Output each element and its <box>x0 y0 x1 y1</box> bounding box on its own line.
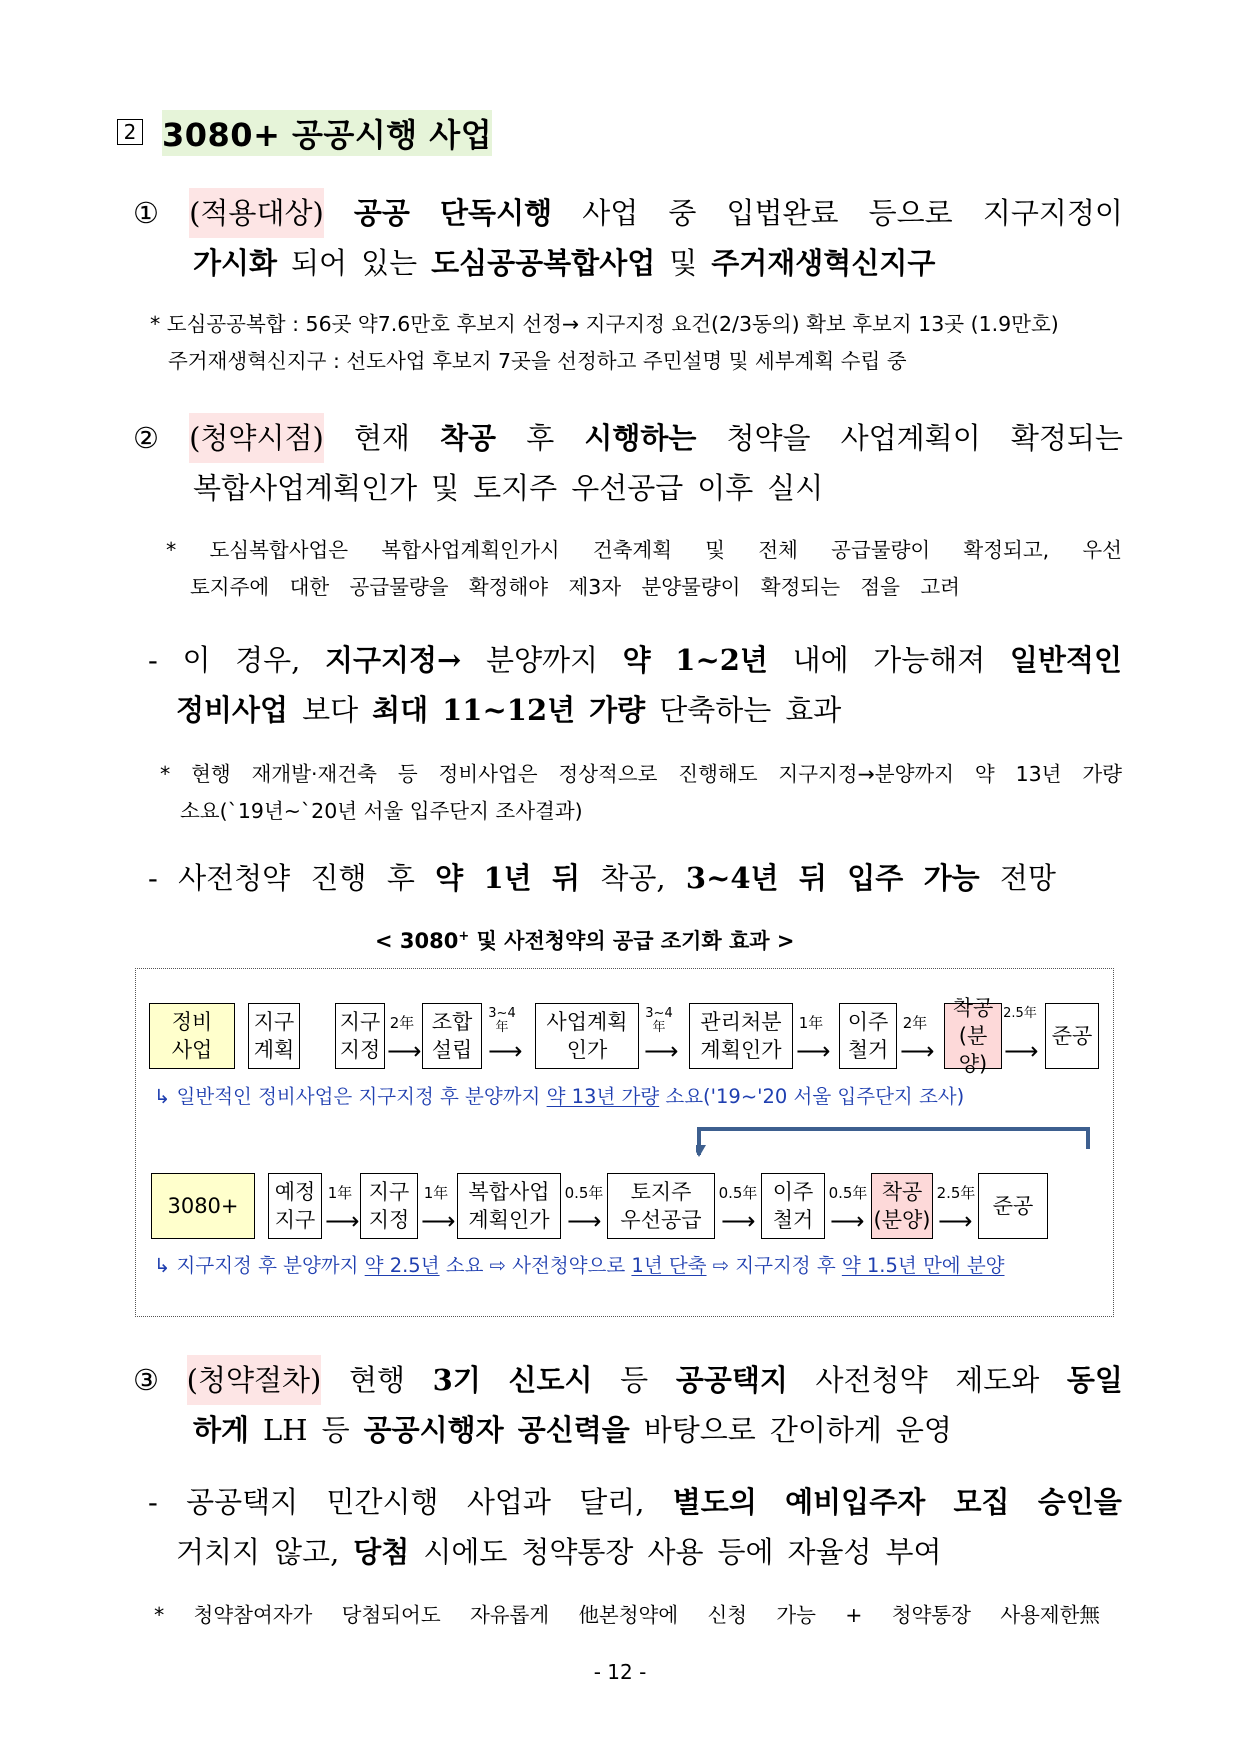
dash-2-line-1 <box>148 853 1056 903</box>
box-text: 준공 <box>1051 1024 1093 1048</box>
box-text: 지구 <box>339 1010 381 1034</box>
word: 자유롭게 <box>469 1603 550 1627</box>
word: + <box>845 1603 863 1627</box>
word: 및 <box>431 471 460 505</box>
box-text: 지구 <box>368 1180 410 1204</box>
box-text: 준공 <box>992 1194 1034 1218</box>
row1-start-box <box>149 1003 235 1069</box>
caption-underlined: 1년 단축 <box>631 1254 707 1277</box>
word: 대한 <box>289 575 330 599</box>
word: 당첨되어도 <box>341 1603 441 1627</box>
word: 있는 <box>361 246 418 280</box>
word: 신청 <box>707 1603 748 1627</box>
word: 정비사업 <box>176 693 289 727</box>
diagram-title-main: < 3080 <box>375 929 459 953</box>
word: 현행 <box>191 762 231 786</box>
word: 고려 <box>920 575 960 599</box>
item-topic: (청약절차) <box>187 1355 322 1405</box>
box-text: 계획인가 <box>468 1208 550 1232</box>
caption-underlined: 약 13년 가량 <box>546 1085 660 1108</box>
word: 달리, <box>579 1485 645 1519</box>
word: 시에도 <box>423 1535 508 1569</box>
box-text: 이주 <box>772 1180 814 1204</box>
word: 않고, <box>274 1535 340 1569</box>
row1-caption <box>154 1081 964 1109</box>
box-text: 관리처분 <box>700 1010 782 1034</box>
word: 우선공급 <box>571 471 684 505</box>
box-text: 계획 <box>253 1038 295 1062</box>
word: 뒤 <box>798 861 827 895</box>
word: 당첨 <box>353 1535 410 1569</box>
loop-arrow-icon <box>696 1121 1096 1161</box>
note-3-line-1 <box>160 756 1122 793</box>
word: 승인을 <box>1037 1485 1122 1519</box>
word: 분양까지 <box>485 643 598 677</box>
box-text: 우선공급 <box>620 1208 702 1232</box>
row1-step-box <box>944 996 1002 1076</box>
word: 착공, <box>600 861 666 895</box>
word: 공공 <box>353 196 410 230</box>
row1-gap-label: 2年 <box>902 1014 928 1032</box>
box-text: 지정 <box>368 1208 410 1232</box>
box-text: 사업계획 <box>546 1010 628 1034</box>
word: 복합사업계획인가 <box>193 471 418 505</box>
diagram-title-rest: 및 사전청약의 공급 조기화 효과 > <box>469 929 795 953</box>
word: 진행해도 <box>678 762 758 786</box>
box-text: 설립 <box>431 1038 473 1062</box>
item-marker: ① <box>133 196 159 230</box>
row1-step-box <box>248 1003 300 1069</box>
word: 이 <box>182 643 211 677</box>
note-2-line-2 <box>166 569 960 606</box>
diagram-title <box>375 925 794 955</box>
row1-start-line-2: 사업 <box>171 1038 213 1062</box>
word: 주거재생혁신지구 <box>711 246 936 280</box>
note-2 <box>166 532 1122 606</box>
word: 청약통장 <box>521 1535 634 1569</box>
word: 등 <box>620 1363 649 1397</box>
caption-underlined: 약 2.5년 <box>364 1254 440 1277</box>
word: 및 <box>669 246 698 280</box>
word: 청약참여자가 <box>193 1603 313 1627</box>
note-1-line-2: 주거재생혁신지구 : 선도사업 후보지 7곳을 선정하고 주민설명 및 세부계획 수립 중 <box>168 349 907 373</box>
word: 예비입주자 <box>785 1485 926 1519</box>
word: 정비사업은 <box>438 762 538 786</box>
word: 사전청약 <box>178 861 291 895</box>
word: 청약을 <box>726 421 811 455</box>
row1-gap-label: 2年 <box>389 1014 415 1032</box>
note-3 <box>160 756 1122 830</box>
word: 경우, <box>235 643 301 677</box>
item-topic: (적용대상) <box>189 188 324 238</box>
word: 전체 <box>758 538 798 562</box>
dash-1-line-1 <box>148 635 1122 685</box>
note-2-line-1 <box>166 532 1122 569</box>
row2-gap-label: 1年 <box>327 1184 353 1202</box>
word: 별도의 <box>672 1485 757 1519</box>
word: 보다 <box>302 693 359 727</box>
item-3 <box>133 1355 1123 1455</box>
arrow-right-icon: ⟶ <box>325 1207 360 1235</box>
item-topic: (청약시점) <box>189 413 324 463</box>
word: LH <box>263 1413 308 1447</box>
diagram-title-sup: + <box>458 929 470 944</box>
row2-step-box <box>457 1173 561 1239</box>
arrow-right-icon: ⟶ <box>567 1207 602 1235</box>
word: 가능 <box>923 861 980 895</box>
row1-gap-label: 2.5年 <box>1003 1006 1037 1021</box>
word: 약 <box>622 643 651 677</box>
word: 하게 <box>193 1413 250 1447</box>
word: - <box>148 861 158 895</box>
row1-step-box <box>335 1003 385 1069</box>
word: 동일 <box>1066 1363 1123 1397</box>
dash-1-line-2 <box>148 685 1122 735</box>
row1-gap-label: 3~4年 <box>645 1006 673 1035</box>
word: 공공택지 <box>675 1363 788 1397</box>
word: 공급물량을 <box>349 575 449 599</box>
arrow-right-icon: ⟶ <box>1004 1037 1039 1065</box>
word: 일반적인 <box>1009 643 1122 677</box>
caption-text: ⇨ 지구지정 후 <box>706 1254 842 1277</box>
word: 등 <box>321 1413 350 1447</box>
arrow-right-icon: ⟶ <box>387 1037 422 1065</box>
word: 확정되고, <box>963 538 1050 562</box>
word: 3~4년 <box>685 861 779 895</box>
row1-gap-label: 1年 <box>798 1014 824 1032</box>
caption-text: ↳ 일반적인 정비사업은 지구지정 후 분양까지 <box>154 1085 547 1108</box>
word: 제3자 <box>568 575 622 599</box>
box-text: 조합 <box>431 1010 473 1034</box>
row2-end-box <box>978 1173 1048 1239</box>
word: 지구지정→분양까지 <box>778 762 954 786</box>
box-text: 인가 <box>566 1038 608 1062</box>
row2-gap-label: 1年 <box>423 1184 449 1202</box>
word: 현행 <box>348 1363 405 1397</box>
word: 자율성 <box>787 1535 872 1569</box>
dash-3 <box>148 1477 1122 1577</box>
word: 단축하는 <box>659 693 772 727</box>
dash-2 <box>148 853 1056 903</box>
word: 복합사업계획인가시 <box>381 538 560 562</box>
arrow-right-icon: ⟶ <box>900 1037 935 1065</box>
word: 3기 <box>432 1363 481 1397</box>
word: 도심공공복합사업 <box>431 246 656 280</box>
row2-gap-label: 2.5年 <box>936 1184 976 1202</box>
box-text: (분양) <box>873 1208 931 1232</box>
row2-step-box <box>360 1173 418 1239</box>
caption-text: 소요 ⇨ 사전청약으로 <box>439 1254 632 1277</box>
word: 바탕으로 <box>643 1413 756 1447</box>
word: 중 <box>668 196 697 230</box>
word: 공신력을 <box>517 1413 630 1447</box>
row1-step-box <box>839 1003 897 1069</box>
box-text: 토지주 <box>630 1180 692 1204</box>
word: 공급물량이 <box>831 538 931 562</box>
word: 등 <box>397 762 418 786</box>
word: 시행하는 <box>584 421 697 455</box>
word: 가능해져 <box>873 643 986 677</box>
word: 단독시행 <box>440 196 553 230</box>
word: 최대 <box>372 693 429 727</box>
word: 지구지정이 <box>982 196 1123 230</box>
arrow-right-icon: ⟶ <box>644 1037 679 1065</box>
box-text: 철거 <box>772 1208 814 1232</box>
box-text: 착공 <box>952 996 994 1020</box>
word: 사업과 <box>466 1485 551 1519</box>
word: 후 <box>526 421 555 455</box>
word: 사업 <box>582 196 639 230</box>
word: 입주 <box>847 861 904 895</box>
word: 토지주에 <box>190 575 270 599</box>
arrow-right-icon: ⟶ <box>721 1207 756 1235</box>
word: 가량 <box>589 693 646 727</box>
row2-gap-label: 0.5年 <box>828 1184 868 1202</box>
word: 등으로 <box>868 196 953 230</box>
caption-text: ↳ 지구지정 후 분양까지 <box>154 1254 365 1277</box>
page-number: - 12 - <box>593 1660 647 1684</box>
row1-step-box <box>422 1003 482 1069</box>
word: 민간시행 <box>326 1485 439 1519</box>
word: 분양물량이 <box>641 575 741 599</box>
word: 입법완료 <box>726 196 839 230</box>
word: 뒤 <box>552 861 581 895</box>
row2-step-box <box>607 1173 715 1239</box>
arrow-right-icon: ⟶ <box>796 1037 831 1065</box>
note-4 <box>154 1597 1100 1634</box>
box-text: 지정 <box>339 1038 381 1062</box>
word: 사용제한無 <box>1000 1603 1100 1627</box>
word: 확정해야 <box>468 575 549 599</box>
word: 전망 <box>999 861 1056 895</box>
word: 확정되는 <box>760 575 841 599</box>
dash-3-line-2 <box>148 1527 1122 1577</box>
word: * <box>166 538 177 562</box>
box-text: 3080+ <box>167 1194 239 1218</box>
box-text: (분양) <box>958 1024 988 1076</box>
word: 공공택지 <box>186 1485 299 1519</box>
arrow-right-icon: ⟶ <box>830 1207 865 1235</box>
word: 재개발·재건축 <box>251 762 377 786</box>
item-marker: ③ <box>133 1363 159 1397</box>
word: 등에 <box>717 1535 774 1569</box>
item-marker: ② <box>133 421 159 455</box>
word: 가능 <box>776 1603 816 1627</box>
word: 토지주 <box>473 471 558 505</box>
word: 후 <box>386 861 415 895</box>
word: 진행 <box>310 861 367 895</box>
word: 효과 <box>785 693 842 727</box>
item-3-line-1 <box>133 1355 1123 1405</box>
item-1 <box>133 188 1123 288</box>
word: - <box>148 1485 158 1519</box>
page-title: 3080+ 공공시행 사업 <box>162 110 492 156</box>
row2-gap-label: 0.5年 <box>564 1184 604 1202</box>
caption-text: 소요('19~'20 서울 입주단지 조사) <box>659 1085 965 1108</box>
row2-start-box <box>151 1173 255 1239</box>
word: 약 <box>435 861 464 895</box>
word: 확정되는 <box>1010 421 1123 455</box>
item-1-line-1 <box>133 188 1123 238</box>
word: * <box>160 762 171 786</box>
box-text: 복합사업 <box>468 1180 550 1204</box>
note-3-line-2: 소요(`19년~`20년 서울 입주단지 조사결과) <box>180 799 583 823</box>
item-3-line-2 <box>133 1405 1123 1455</box>
dash-1 <box>148 635 1122 735</box>
box-text: 계획인가 <box>700 1038 782 1062</box>
word: 사업계획이 <box>840 421 981 455</box>
word: 1~2년 <box>675 643 768 677</box>
box-text: 이주 <box>847 1010 889 1034</box>
word: 공공시행자 <box>363 1413 504 1447</box>
word: 13년 <box>1015 762 1062 786</box>
row2-step-box <box>871 1173 933 1239</box>
word: 사전청약 <box>815 1363 928 1397</box>
word: 착공 <box>440 421 497 455</box>
word: 우선 <box>1082 538 1122 562</box>
word: 약 <box>974 762 995 786</box>
word: 가량 <box>1082 762 1122 786</box>
box-text: 지구 <box>274 1208 316 1232</box>
arrow-right-icon: ⟶ <box>938 1207 973 1235</box>
word: 他본청약에 <box>578 1603 679 1627</box>
word: 거치지 <box>176 1535 261 1569</box>
word: 건축계획 <box>592 538 673 562</box>
box-text: 지구 <box>253 1010 295 1034</box>
row1-step-box <box>689 1003 793 1069</box>
row2-step-box <box>761 1173 825 1239</box>
word: 가시화 <box>193 246 278 280</box>
word: 실시 <box>767 471 824 505</box>
word: 이후 <box>697 471 754 505</box>
word: 정상적으로 <box>558 762 658 786</box>
word: 간이하게 <box>769 1413 882 1447</box>
item-2-line-2 <box>133 463 1123 513</box>
section-number-box: 2 <box>117 119 143 145</box>
item-2 <box>133 413 1123 513</box>
box-text: 철거 <box>847 1038 889 1062</box>
word: 1년 <box>483 861 532 895</box>
word: * <box>154 1603 165 1627</box>
word: 현재 <box>353 421 410 455</box>
row1-start-line-1: 정비 <box>171 1010 213 1034</box>
word: 내에 <box>792 643 849 677</box>
row2-caption <box>154 1250 1005 1278</box>
row1-end-box <box>1045 1003 1099 1069</box>
row1-step-box <box>535 1003 639 1069</box>
word: 되어 <box>291 246 348 280</box>
note-1-line-1: * 도심공공복합 : 56곳 약7.6만호 후보지 선정→ 지구지정 요건(2/3동의) 확보 후보지 13곳 (1.9만호) <box>150 312 1059 336</box>
row2-step-box <box>268 1173 322 1239</box>
row2-gap-label: 0.5年 <box>718 1184 758 1202</box>
word: 도심복합사업은 <box>209 538 349 562</box>
arrow-right-icon: ⟶ <box>488 1037 523 1065</box>
word: 청약통장 <box>891 1603 971 1627</box>
dash-3-line-1 <box>148 1477 1122 1527</box>
word: 사용 <box>647 1535 704 1569</box>
word: 지구지정→ <box>324 643 462 677</box>
arrow-right-icon: ⟶ <box>421 1207 456 1235</box>
box-text: 예정 <box>274 1180 316 1204</box>
word: 및 <box>705 538 726 562</box>
word: 신도시 <box>508 1363 593 1397</box>
word: - <box>148 643 158 677</box>
word: 운영 <box>895 1413 952 1447</box>
box-text: 착공 <box>881 1180 923 1204</box>
item-2-line-1 <box>133 413 1123 463</box>
word: 점을 <box>860 575 900 599</box>
word: 부여 <box>885 1535 942 1569</box>
word: 11~12년 <box>442 693 576 727</box>
item-1-line-2 <box>133 238 1123 288</box>
note-1 <box>150 306 1059 380</box>
row1-gap-label: 3~4年 <box>488 1006 516 1035</box>
word: 모집 <box>953 1485 1010 1519</box>
word: 제도와 <box>955 1363 1040 1397</box>
note-4-line-1 <box>154 1597 1100 1634</box>
supply-timeline-diagram <box>135 968 1114 1317</box>
caption-underlined: 약 1.5년 만에 분양 <box>841 1254 1005 1277</box>
